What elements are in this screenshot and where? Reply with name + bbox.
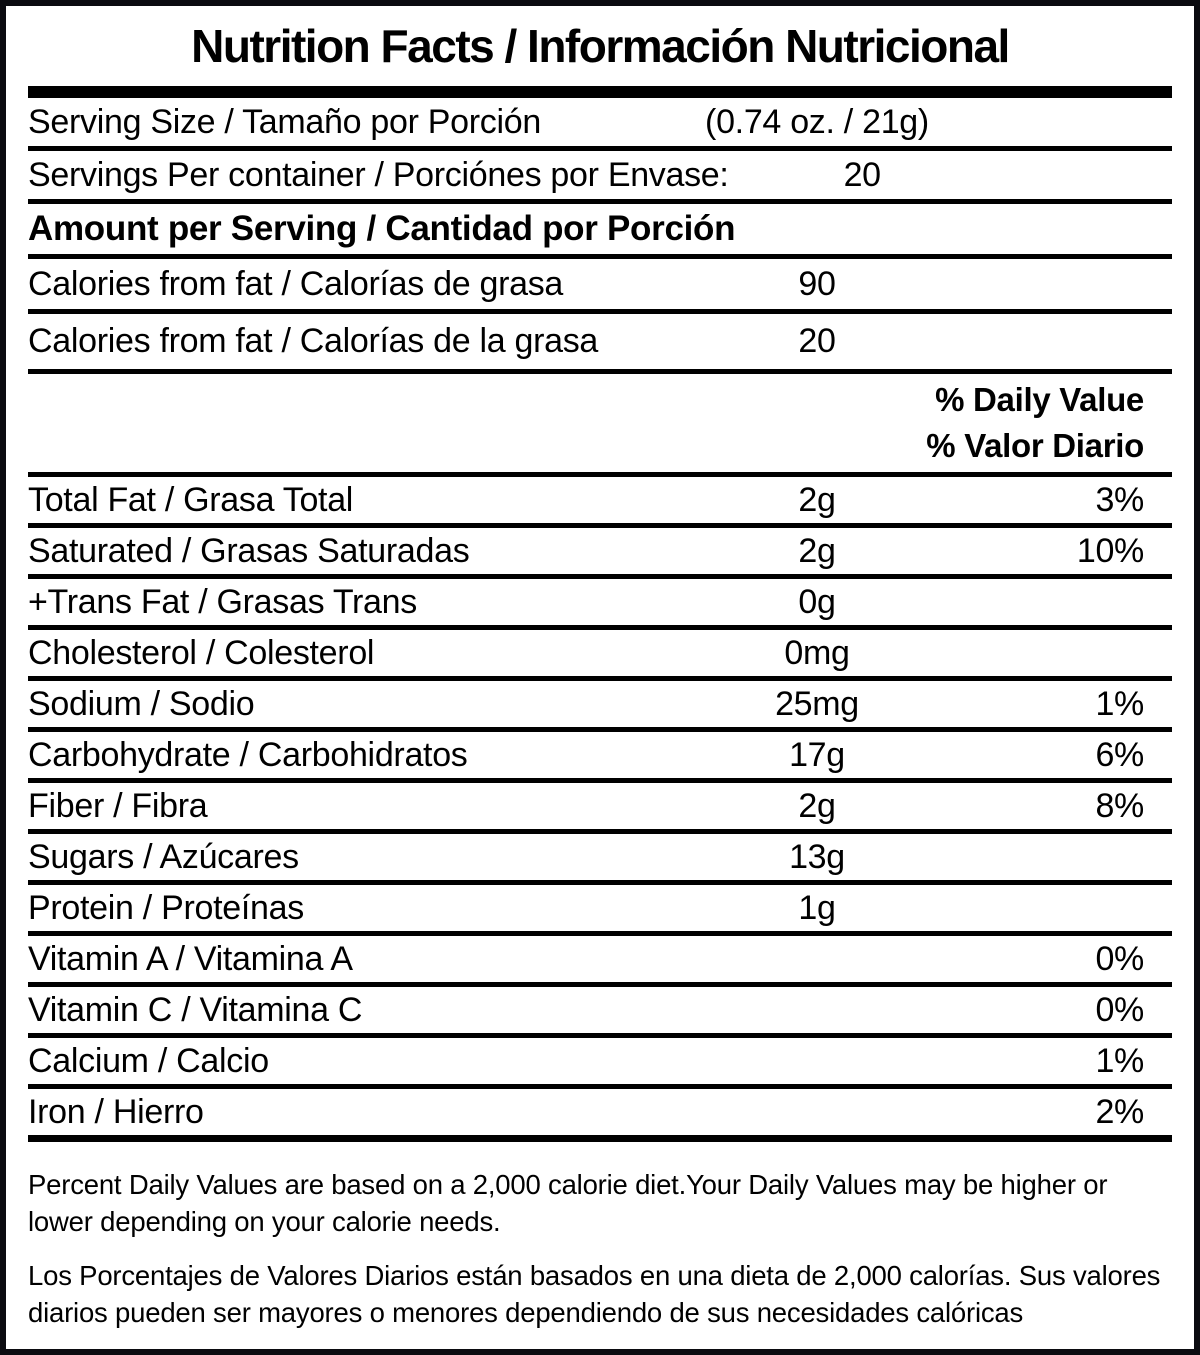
nutrient-label: Calcium / Calcio	[28, 1041, 269, 1080]
footer-divider	[28, 1135, 1172, 1142]
footnote-english: Percent Daily Values are based on a 2,000 calorie diet.Your Daily Values may be higher or lower depending on your calorie needs.	[28, 1169, 1108, 1238]
row-amount-per-serving-heading	[28, 204, 1172, 254]
nutrient-percent: 10%	[1076, 531, 1144, 570]
row-sugars	[28, 834, 1172, 880]
nutrient-percent: 0%	[1095, 939, 1144, 978]
amount-per-serving-heading: Amount per Serving / Cantidad por Porción	[28, 209, 736, 248]
row-vitamin-c	[28, 987, 1172, 1033]
nutrient-amount: 2g	[798, 480, 836, 519]
servings-value: 20	[843, 155, 881, 194]
calories-2-label: Calories from fat / Calorías de la grasa	[28, 322, 599, 360]
nutrient-label: Vitamin A / Vitamina A	[28, 939, 353, 978]
nutrient-label: Protein / Proteínas	[28, 888, 304, 927]
row-carbohydrate	[28, 732, 1172, 778]
nutrient-amount: 13g	[789, 837, 845, 876]
daily-value-header-es: % Valor Diario	[926, 426, 1144, 464]
nutrient-label: +Trans Fat / Grasas Trans	[28, 582, 417, 621]
nutrient-label: Iron / Hierro	[28, 1092, 204, 1131]
footnotes	[28, 1166, 1172, 1332]
nutrient-amount: 2g	[798, 531, 836, 570]
row-calories-from-fat-1	[28, 259, 1172, 309]
calories-1-value: 90	[798, 264, 836, 303]
nutrient-label: Cholesterol / Colesterol	[28, 633, 375, 672]
nutrient-label: Sugars / Azúcares	[28, 837, 299, 876]
nutrient-label: Sodium / Sodio	[28, 684, 255, 723]
nutrient-label: Fiber / Fibra	[28, 786, 208, 825]
nutrient-amount: 1g	[798, 888, 836, 927]
nutrient-amount: 25mg	[775, 684, 859, 723]
nutrient-percent: 8%	[1095, 786, 1144, 825]
nutrient-percent: 2%	[1095, 1092, 1144, 1131]
serving-size-value: (0.74 oz. / 21g)	[705, 102, 929, 141]
calories-2-value: 20	[798, 322, 836, 360]
footnote-spanish: Los Porcentajes de Valores Diarios están basados en una dieta de 2,000 calorías. Sus valores diarios pueden ser mayores o menores dependiendo de sus necesidades calóricas	[28, 1260, 1161, 1329]
nutrient-percent: 1%	[1095, 1041, 1144, 1080]
nutrient-percent: 1%	[1095, 684, 1144, 723]
nutrient-label: Vitamin C / Vitamina C	[28, 990, 363, 1029]
daily-value-header-en: % Daily Value	[935, 381, 1144, 419]
row-total-fat	[28, 477, 1172, 523]
servings-label: Servings Per container / Porciónes por Envase:	[28, 155, 729, 194]
daily-value-header	[28, 374, 1172, 472]
nutrient-amount: 0mg	[784, 633, 850, 672]
row-calories-from-fat-2	[28, 314, 1172, 369]
label-title: Nutrition Facts / Información Nutricional	[191, 20, 1009, 72]
nutrient-amount: 2g	[798, 786, 836, 825]
row-serving-size	[28, 98, 1172, 146]
row-servings-per-container	[28, 151, 1172, 199]
nutrient-label: Total Fat / Grasa Total	[28, 480, 354, 519]
row-calcium	[28, 1038, 1172, 1084]
row-protein	[28, 885, 1172, 931]
nutrient-percent: 3%	[1095, 480, 1144, 519]
row-iron	[28, 1089, 1172, 1135]
row-cholesterol	[28, 630, 1172, 676]
nutrient-amount: 17g	[789, 735, 845, 774]
row-trans-fat	[28, 579, 1172, 625]
row-sodium	[28, 681, 1172, 727]
nutrient-amount: 0g	[798, 582, 836, 621]
row-vitamin-a	[28, 936, 1172, 982]
nutrient-percent: 6%	[1095, 735, 1144, 774]
nutrient-label: Carbohydrate / Carbohidratos	[28, 735, 468, 774]
title-divider-bar	[28, 86, 1172, 98]
calories-1-label: Calories from fat / Calorías de grasa	[28, 264, 564, 303]
nutrient-label: Saturated / Grasas Saturadas	[28, 531, 470, 570]
row-fiber	[28, 783, 1172, 829]
serving-size-label: Serving Size / Tamaño por Porción	[28, 102, 541, 141]
row-saturated-fat	[28, 528, 1172, 574]
nutrient-percent: 0%	[1095, 990, 1144, 1029]
